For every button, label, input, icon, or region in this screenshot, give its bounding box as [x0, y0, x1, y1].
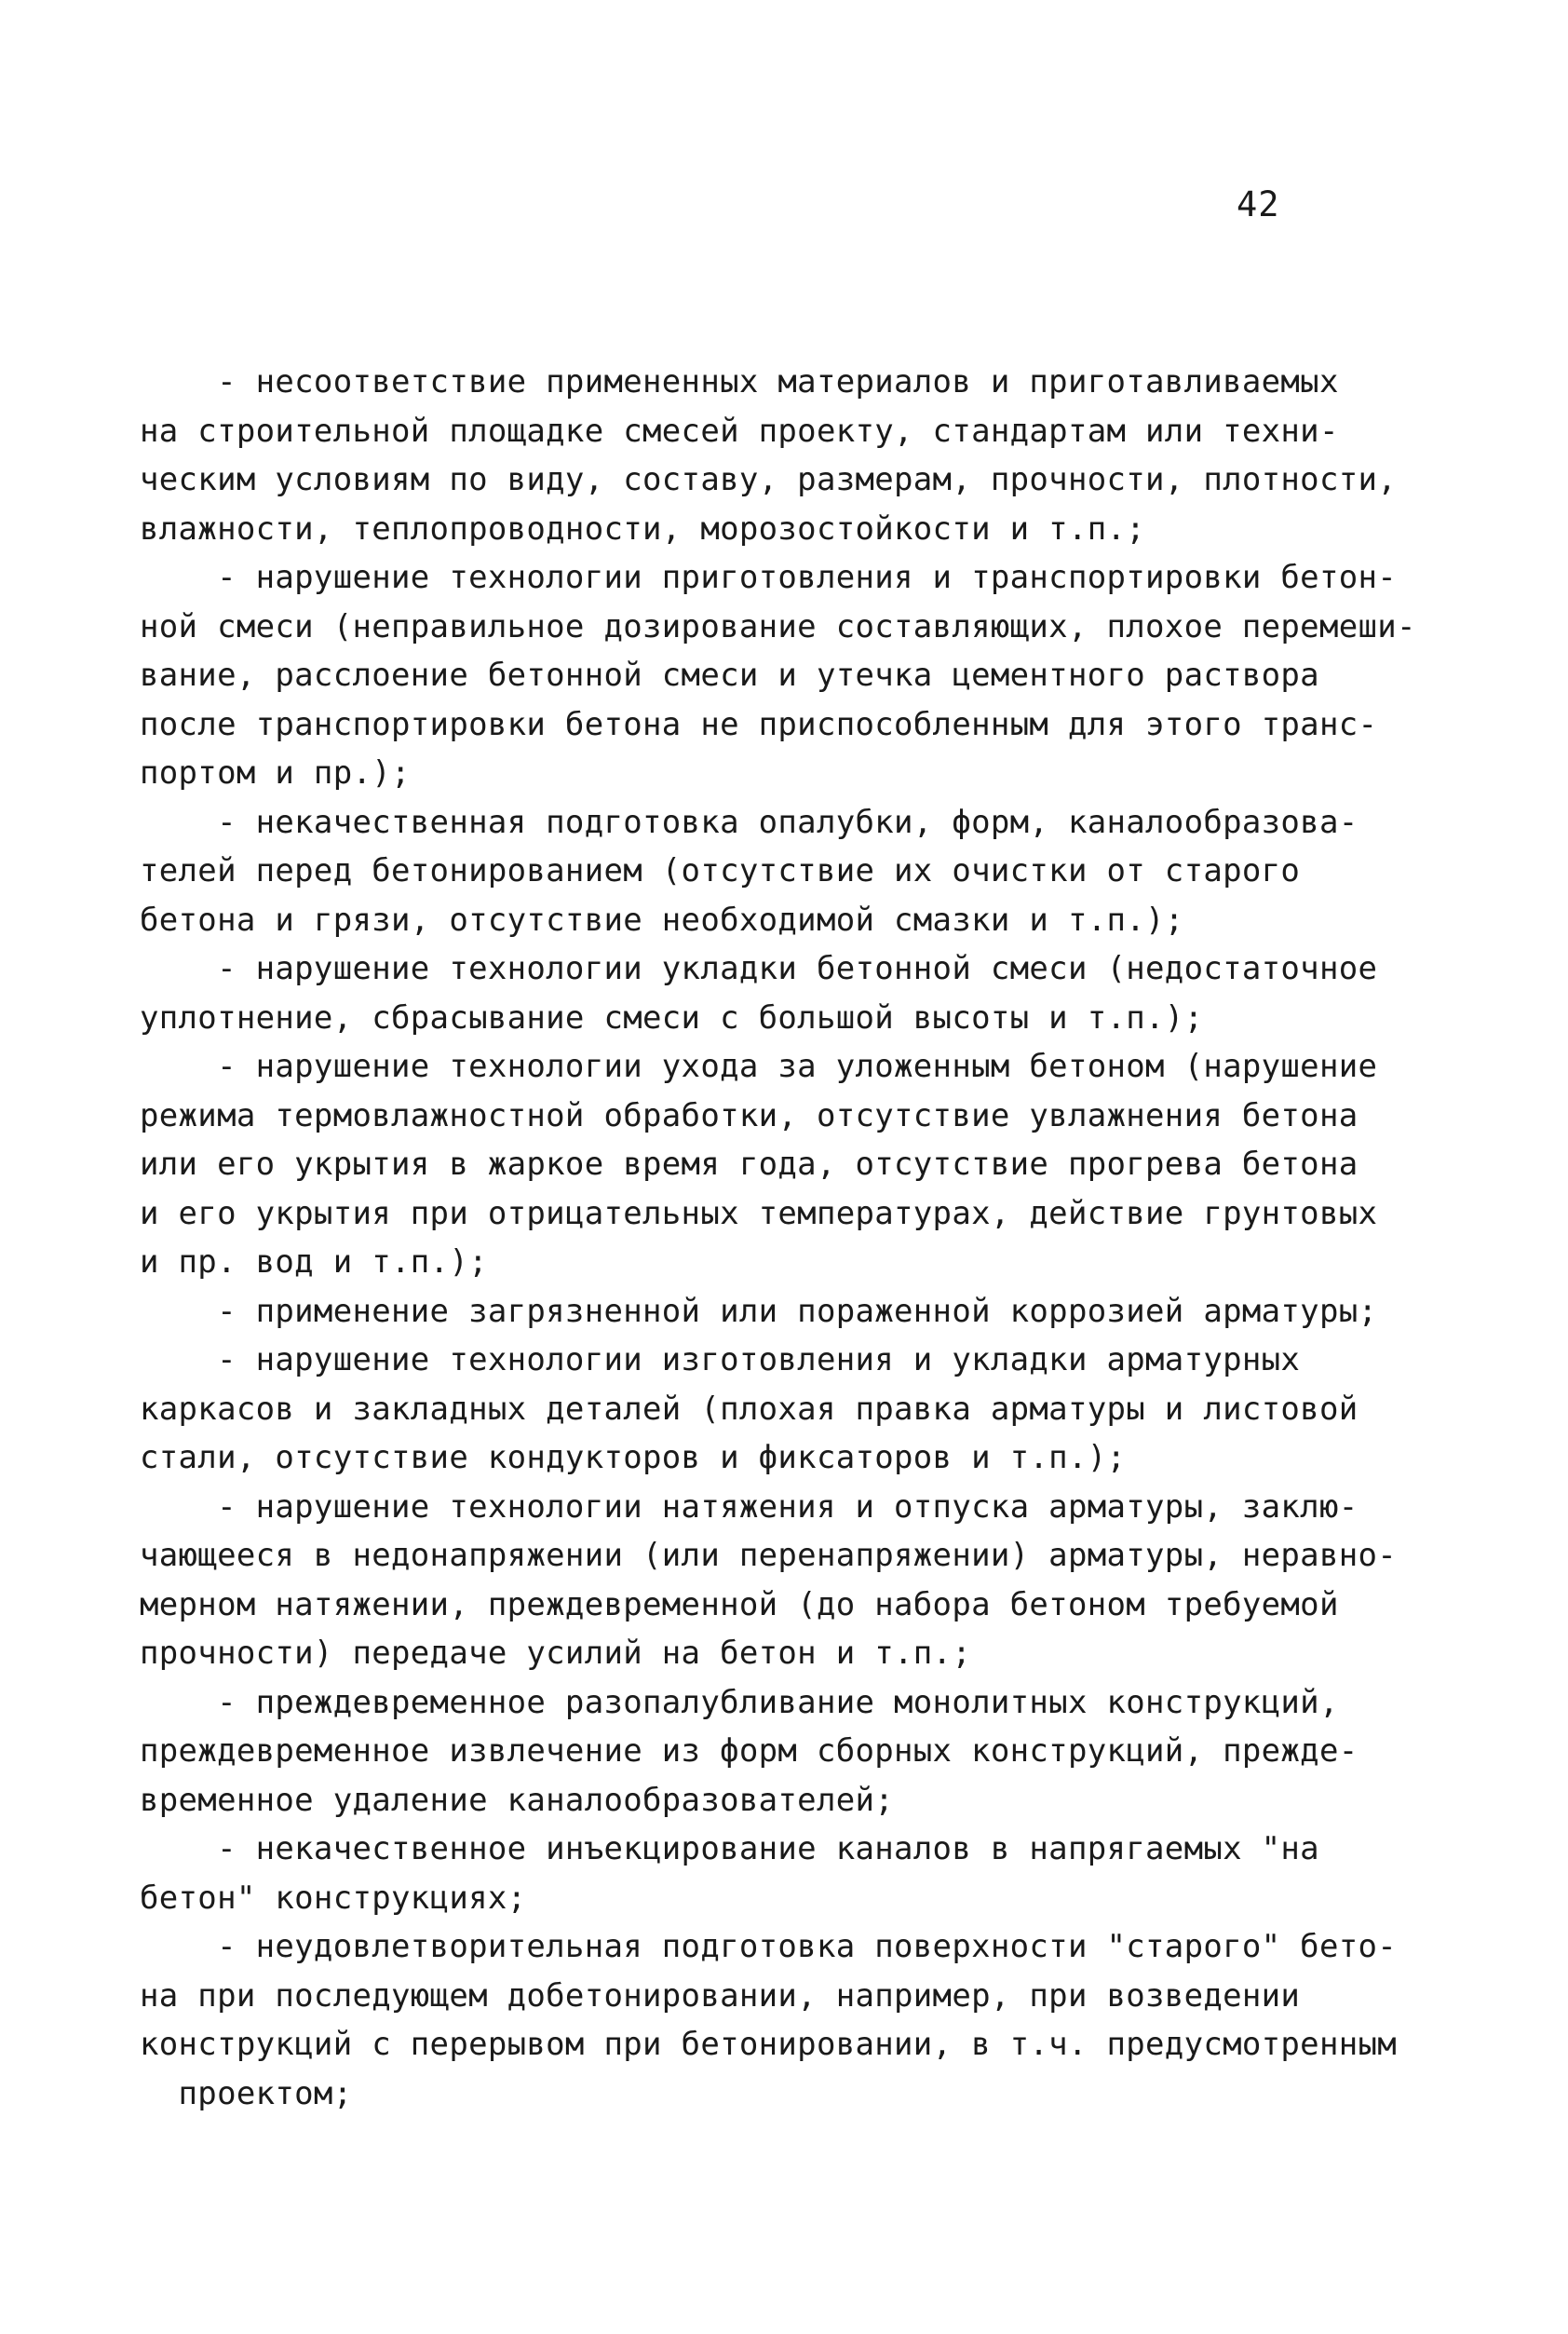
page-number: 42 [1237, 184, 1280, 224]
text-line: бетона и грязи, отсутствие необходимой смазки и т.п.); [140, 901, 1184, 939]
text-line: вание, расслоение бетонной смеси и утечка цементного раствора [140, 657, 1319, 694]
text-line: конструкций с перерывом при бетонировании, в т.ч. предусмотренным [140, 2026, 1398, 2063]
text-line: чающееся в недонапряжении (или перенапряжении) арматуры, неравно- [140, 1537, 1398, 1574]
text-line: телей перед бетонированием (отсутствие их очистки от старого [140, 852, 1301, 889]
text-line: - нарушение технологии укладки бетонной смеси (недостаточное [140, 950, 1378, 987]
text-line: - нарушение технологии приготовления и транспортировки бетон- [140, 559, 1398, 596]
text-line: влажности, теплопроводности, морозостойкости и т.п.; [140, 509, 1146, 548]
text-line: временное удаление каналообразователей; [140, 1781, 895, 1819]
text-line: после транспортировки бетона не приспособленным для этого транс- [140, 705, 1378, 743]
text-line: и его укрытия при отрицательных температурах, действие грунтовых [140, 1194, 1378, 1232]
text-line: или его укрытия в жаркое время года, отсутствие прогрева бетона [140, 1146, 1358, 1183]
text-line: и пр. вод и т.п.); [140, 1243, 488, 1281]
text-line: - применение загрязненной или пораженной коррозией арматуры; [140, 1292, 1378, 1330]
text-line: уплотнение, сбрасывание смеси с большой высоты и т.п.); [140, 998, 1204, 1037]
text-line: преждевременное извлечение из форм сборных конструкций, прежде- [140, 1732, 1358, 1770]
text-line: - нарушение технологии изготовления и укладки арматурных [140, 1341, 1301, 1378]
text-line: - некачественная подготовка опалубки, форм, каналообразова- [140, 803, 1358, 841]
text-line: портом и пр.); [140, 754, 411, 792]
text-line: - несоответствие примененных материалов и приготавливаемых [140, 363, 1339, 400]
text-line: - некачественное инъекцирование каналов в напрягаемых "на [140, 1830, 1319, 1867]
text-line: каркасов и закладных деталей (плохая правка арматуры и листовой [140, 1390, 1358, 1428]
text-line: на строительной площадке смесей проекту, стандартам или техни- [140, 412, 1339, 450]
text-line: бетон" конструкциях; [140, 1879, 527, 1917]
text-line: режима термовлажностной обработки, отсутствие увлажнения бетона [140, 1096, 1358, 1134]
text-line: - преждевременное разопалубливание монолитных конструкций, [140, 1683, 1339, 1721]
text-line: - нарушение технологии натяжения и отпуска арматуры, заклю- [140, 1487, 1358, 1526]
text-line: ной смеси (неправильное дозирование составляющих, плохое перемеши- [140, 607, 1416, 645]
text-line: на при последующем добетонировании, например, при возведении [140, 1976, 1301, 2015]
text-line: - неудовлетворительная подготовка поверхности "старого" бето- [140, 1928, 1398, 1965]
text-line: - нарушение технологии ухода за уложенным бетоном (нарушение [140, 1048, 1378, 1085]
text-line: мерном натяжении, преждевременной (до набора бетоном требуемой [140, 1585, 1339, 1623]
text-line: проектом; [140, 2074, 353, 2112]
body-text [140, 358, 1443, 2118]
text-line: ческим условиям по виду, составу, размерам, прочности, плотности, [140, 461, 1398, 498]
text-line: стали, отсутствие кондукторов и фиксаторов и т.п.); [140, 1439, 1127, 1476]
text-line: прочности) передаче усилий на бетон и т.п.; [140, 1635, 972, 1672]
